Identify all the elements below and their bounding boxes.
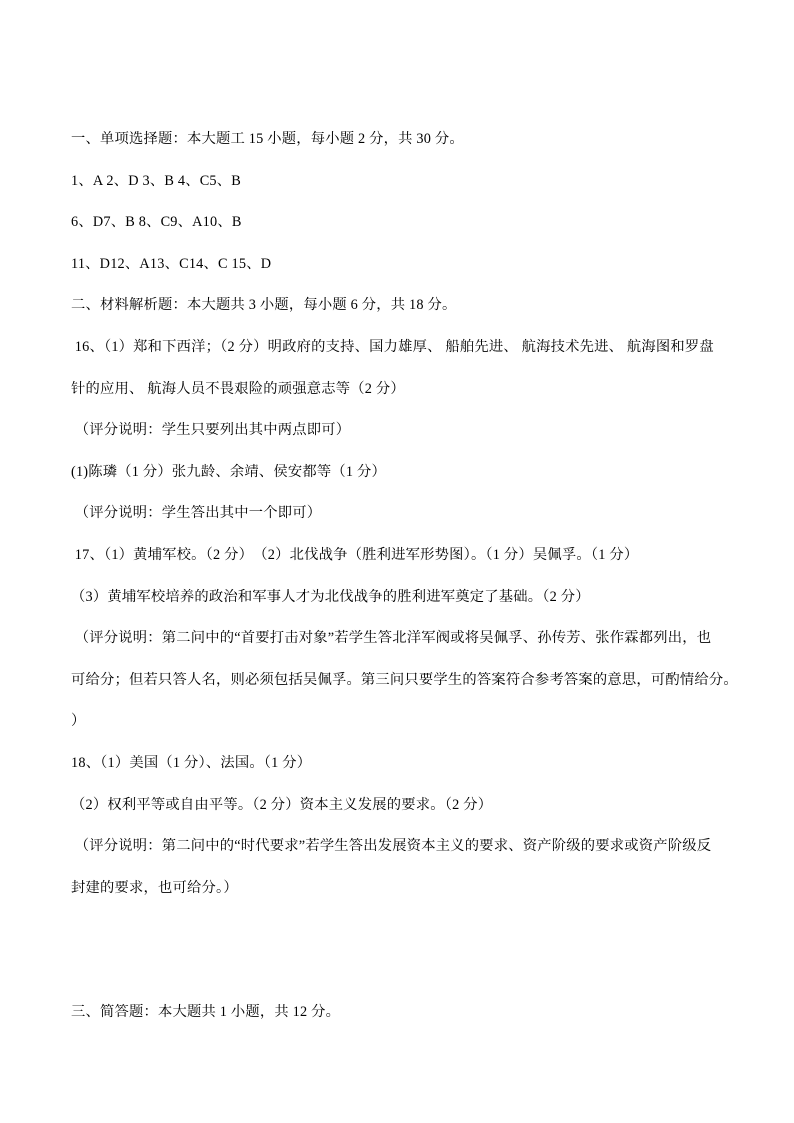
q17-grading-note-line-1: （评分说明：第二问中的“首要打击对象”若学生答北洋军阀或将吴佩孚、孙传芳、张作霖都列出，也 — [71, 630, 712, 647]
q16-grading-note-2: （评分说明：学生答出其中一个即可） — [71, 505, 322, 522]
choice-answers-11-15: 11、D12、A13、C14、C 15、D — [71, 255, 272, 272]
q17-answer-line-1: 17、（1）黄埔军校。（2 分） （2）北伐战争（胜利进军形势图）。（1 分）吴佩孚。（1 分） — [71, 546, 639, 563]
q18-grading-note-line-2: 封建的要求，也可给分。） — [71, 879, 238, 896]
section-1-heading: 一、单项选择题：本大题工 15 小题，每小题 2 分，共 30 分。 — [71, 131, 464, 147]
choice-answers-1-5: 1、A 2、D 3、B 4、C5、B — [71, 172, 242, 189]
q17-grading-note-line-2: 可给分；但若只答人名，则必须包括吴佩孚。第三问只要学生的答案符合参考答案的意思，可酌情给分。 — [71, 671, 738, 688]
choice-answers-6-10: 6、D7、B 8、C9、A10、B — [71, 214, 242, 231]
q16-grading-note-1: （评分说明：学生只要列出其中两点即可） — [71, 422, 351, 439]
section-2-heading: 二、材料解析题：本大题共 3 小题，每小题 6 分，共 18 分。 — [71, 297, 457, 314]
q18-grading-note-line-1: （评分说明：第二问中的“时代要求”若学生答出发展资本主义的要求、资产阶级的要求或资产阶级反 — [71, 838, 712, 855]
q16-answer-part-2: (1)陈璘（1 分）张九龄、余靖、侯安都等（1 分） — [71, 463, 386, 480]
blank-line — [71, 909, 731, 951]
q17-grading-note-line-3: ） — [71, 713, 86, 730]
q18-answer-line-1: 18、（1）美国（1 分）、法国。（1 分） — [71, 754, 312, 771]
q18-answer-line-2: （2）权利平等或自由平等。（2 分）资本主义发展的要求。（2 分） — [71, 796, 493, 813]
document-body — [71, 119, 738, 1034]
blank-line — [71, 951, 731, 993]
q16-answer-line-2: 针的应用、 航海人员不畏艰险的顽强意志等（2 分） — [71, 380, 405, 397]
q17-answer-line-2: （3）黄埔军校培养的政治和军事人才为北伐战争的胜利进军奠定了基础。（2 分） — [71, 588, 590, 605]
q16-answer-line-1: 16、（1）郑和下西洋；（2 分）明政府的支持、国力雄厚、 船舶先进、 航海技术先进、 航海图和罗盘 — [71, 338, 714, 355]
section-3-heading: 三、简答题：本大题共 1 小题，共 12 分。 — [71, 1004, 341, 1021]
